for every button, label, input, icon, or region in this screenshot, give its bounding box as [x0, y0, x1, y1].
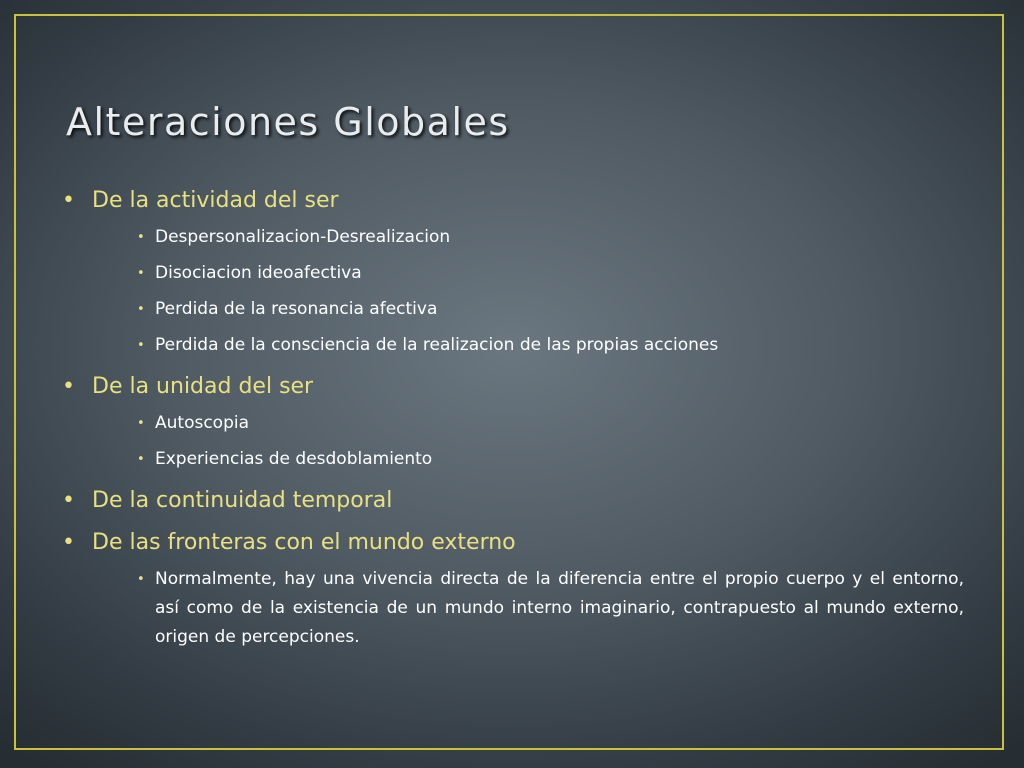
- bullet-icon: •: [62, 488, 75, 513]
- sub-bullet-item: [123, 445, 964, 474]
- bullet-icon: •: [137, 266, 145, 281]
- sub-bullet-label: Disociacion ideoafectiva: [155, 263, 362, 283]
- sub-bullet-list: [92, 565, 964, 652]
- bullet-label: De las fronteras con el mundo externo: [92, 530, 516, 555]
- sub-bullet-list: [92, 223, 964, 360]
- bullet-icon: •: [62, 530, 75, 555]
- sub-bullet-item: [123, 331, 964, 360]
- bullet-icon: •: [137, 452, 145, 467]
- bullet-icon: •: [137, 302, 145, 317]
- bullet-label: De la actividad del ser: [92, 188, 339, 213]
- bullet-item-actividad: [60, 186, 964, 360]
- sub-bullet-label: Experiencias de desdoblamiento: [155, 449, 433, 469]
- sub-bullet-label: Perdida de la resonancia afectiva: [155, 299, 438, 319]
- bullet-item-continuidad: [60, 486, 964, 516]
- bullet-icon: •: [137, 338, 145, 353]
- bullet-label: De la unidad del ser: [92, 374, 314, 399]
- sub-bullet-paragraph: Normalmente, hay una vivencia directa de la diferencia entre el propio cuerpo y el entorno, así como de la existencia de un mundo interno imaginario, contrapuesto al mundo externo, origen de percepciones.: [155, 569, 964, 647]
- sub-bullet-item: [123, 223, 964, 252]
- sub-bullet-label: Despersonalizacion-Desrealizacion: [155, 227, 451, 247]
- sub-bullet-item: [123, 259, 964, 288]
- bullet-icon: •: [62, 374, 75, 399]
- bullet-label: De la continuidad temporal: [92, 488, 393, 513]
- bullet-icon: •: [137, 572, 145, 587]
- slide-content: [60, 186, 964, 652]
- bullet-icon: •: [137, 230, 145, 245]
- sub-bullet-item: [123, 409, 964, 438]
- slide-title: Alteraciones Globales: [66, 100, 510, 144]
- bullet-icon: •: [137, 416, 145, 431]
- bullet-item-unidad: [60, 372, 964, 474]
- bullet-list: [60, 186, 964, 652]
- bullet-item-fronteras: [60, 528, 964, 652]
- bullet-icon: •: [62, 188, 75, 213]
- sub-bullet-item: [123, 295, 964, 324]
- sub-bullet-list: [92, 409, 964, 474]
- sub-bullet-item: [123, 565, 964, 652]
- sub-bullet-label: Autoscopia: [155, 413, 250, 433]
- sub-bullet-label: Perdida de la consciencia de la realizacion de las propias acciones: [155, 335, 719, 355]
